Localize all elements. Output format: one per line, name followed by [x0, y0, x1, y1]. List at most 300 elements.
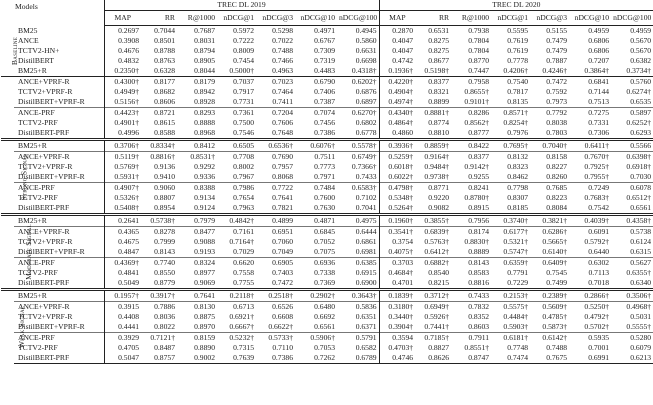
metric-value: 0.7479 — [546, 46, 568, 55]
metric-value: 0.2902† — [295, 290, 337, 302]
metric-value: 0.3703 — [379, 258, 415, 269]
metric-value: 0.9255 — [468, 172, 490, 181]
metric-value: 0.6078 — [611, 183, 653, 194]
metric-value: 0.4871 — [295, 215, 337, 227]
metric-value: 0.9738† — [424, 172, 450, 181]
metric-value: 0.4963 — [272, 66, 293, 75]
table-row — [1, 128, 653, 140]
table-row — [1, 26, 653, 37]
model-name: TCTV2-HN+ — [14, 46, 104, 56]
results-table — [1, 0, 653, 364]
metric-value: 0.5791 — [337, 333, 379, 344]
metric-value: 0.9164† — [415, 152, 451, 163]
model-name: DistilBERT-PRF — [14, 278, 104, 290]
metric-value: 0.8412 — [177, 140, 217, 152]
metric-value: 0.8970 — [194, 322, 215, 331]
metric-value: 0.5760 — [611, 77, 653, 88]
metric-value: 0.8377 — [415, 77, 451, 88]
metric-value: 0.4684† — [388, 268, 414, 277]
metric-value: 0.8655† — [464, 87, 490, 96]
metric-value: 0.8009 — [233, 46, 254, 55]
metric-value: 0.7075 — [314, 247, 335, 256]
metric-value: 0.8159 — [177, 333, 217, 344]
table-row — [1, 247, 653, 258]
table-row — [1, 215, 653, 227]
metric-value: 0.8388 — [177, 183, 217, 194]
metric-value: 0.8626 — [415, 353, 451, 364]
model-name: ANCE-PRF — [14, 333, 104, 344]
metric-value: 0.6900 — [337, 278, 379, 290]
group-label — [1, 290, 27, 364]
metric-value: 0.6806 — [588, 46, 610, 55]
metric-value: 0.9082 — [428, 203, 450, 212]
metric-value: 0.6382 — [630, 56, 652, 65]
metric-value: 0.7315 — [233, 343, 254, 352]
metric-header-ndcg1: nDCG@1 — [217, 11, 256, 26]
metric-value: 0.4206† — [503, 66, 529, 75]
metric-value: 0.8031 — [194, 36, 215, 45]
metric-value: 0.4785† — [542, 312, 568, 321]
metric-value: 0.5321† — [503, 237, 529, 246]
metric-value: 0.7792 — [530, 108, 569, 119]
metric-value: 0.4746 — [379, 353, 415, 364]
table-row — [1, 56, 653, 66]
metric-value: 0.4832 — [118, 56, 139, 65]
metric-value: 0.7185† — [415, 333, 451, 344]
metric-value: 0.9136 — [154, 162, 175, 171]
metric-value: 0.6385 — [337, 258, 379, 269]
metric-value: 0.7886 — [141, 302, 177, 313]
metric-value: 0.3740† — [491, 215, 530, 227]
metric-value: 0.7740 — [141, 258, 177, 269]
metric-value: 0.5250† — [569, 302, 611, 313]
metric-value: 0.7204 — [256, 108, 295, 119]
metric-value: 0.6359† — [491, 258, 530, 269]
metric-header-ndcg3: nDCG@3 — [256, 11, 295, 26]
metric-value: 0.6608 — [272, 312, 293, 321]
metric-value: 0.8816 — [468, 278, 490, 287]
metric-value: 0.7687 — [194, 26, 215, 35]
metric-value: 0.8002 — [233, 162, 254, 171]
metric-value: 0.8135 — [507, 97, 529, 106]
metric-value: 0.7963 — [233, 203, 254, 212]
metric-value: 0.3506† — [611, 290, 653, 302]
metric-value: 0.4484† — [503, 312, 529, 321]
metric-value: 0.5119† — [104, 152, 141, 163]
metric-value: 0.7161 — [217, 227, 256, 238]
metric-value: 0.6915 — [337, 268, 379, 278]
table-row — [1, 152, 653, 163]
metric-value: 0.8771 — [415, 183, 451, 194]
metric-value: 0.8254† — [503, 118, 529, 127]
metric-value: 0.8875 — [194, 312, 215, 321]
metric-value: 0.6355† — [626, 268, 652, 277]
metric-value: 0.7433 — [337, 172, 379, 183]
metric-value: 0.7600 — [314, 193, 335, 202]
metric-value: 0.5738 — [611, 227, 653, 238]
metric-value: 0.7029 — [233, 247, 254, 256]
metric-value: 0.7338 — [314, 268, 335, 277]
metric-value: 0.7499 — [546, 278, 568, 287]
metric-value: 0.2350† — [114, 66, 139, 75]
metric-value: 0.7472 — [272, 278, 293, 287]
metric-value: 0.9484† — [424, 162, 450, 171]
model-name: DistilBERT+VPRF-R — [14, 322, 104, 333]
model-name: DistilBERT-PRF — [14, 353, 104, 364]
metric-value: 0.6841 — [569, 77, 611, 88]
metric-value: 0.3541† — [379, 227, 415, 238]
model-name: TCTV2+VPRF-R — [14, 237, 104, 247]
metric-value: 0.4996 — [118, 128, 139, 137]
metric-value: 0.9336 — [194, 172, 215, 181]
metric-value: 0.4703† — [388, 343, 414, 352]
dataset-header-dl2019: TREC DL 2019 — [104, 0, 379, 11]
metric-value: 0.7957 — [272, 162, 293, 171]
metric-value: 0.7053 — [314, 343, 335, 352]
metric-value: 0.4701 — [392, 278, 414, 287]
metric-value: 0.8278 — [141, 227, 177, 238]
metric-value: 0.3904† — [388, 322, 414, 331]
metric-value: 0.7925† — [584, 162, 610, 171]
metric-value: 0.8275 — [428, 36, 450, 45]
metric-value: 0.5555† — [626, 322, 652, 331]
metric-value: 0.6897 — [337, 97, 379, 108]
metric-header-rr: RR — [415, 11, 451, 26]
metric-value: 0.8890 — [194, 343, 215, 352]
metric-value: 0.8968 — [194, 128, 215, 137]
models-header: Models — [1, 0, 104, 26]
model-name: BM25+R — [14, 290, 104, 302]
metric-value: 0.8562† — [464, 118, 490, 127]
metric-value: 0.7060 — [272, 237, 293, 246]
metric-value: 0.6620 — [217, 258, 256, 269]
metric-value: 0.4365 — [104, 227, 141, 238]
metric-value: 0.8377 — [451, 152, 491, 163]
metric-value: 0.5000† — [229, 66, 254, 75]
model-name: ANCE+VPRF-R — [14, 152, 104, 163]
metric-header-ndcg10: nDCG@10 — [569, 11, 611, 26]
metric-value: 0.8905 — [194, 56, 215, 65]
metric-value: 0.8677 — [428, 56, 450, 65]
model-name: ANCE+VPRF-R — [14, 302, 104, 313]
metric-value: 0.5156† — [114, 97, 139, 106]
metric-value: 0.7999 — [154, 237, 175, 246]
metric-value: 0.7479 — [546, 36, 568, 45]
metric-value: 0.4904† — [388, 87, 414, 96]
metric-value: 0.6286† — [530, 227, 569, 238]
metric-value: 0.8977 — [194, 268, 215, 277]
metric-header-map: MAP — [379, 11, 415, 26]
table-row — [1, 333, 653, 344]
metric-value: 0.8540 — [428, 268, 450, 277]
metric-value: 0.7474 — [491, 353, 530, 364]
metric-value: 0.3929 — [104, 333, 141, 344]
metric-value: 0.6213 — [611, 353, 653, 364]
metric-value: 0.7821 — [272, 203, 293, 212]
metric-value: 0.6949† — [415, 302, 451, 313]
metric-value: 0.4899 — [256, 215, 295, 227]
metric-value: 0.4842† — [217, 215, 256, 227]
metric-value: 0.4959 — [630, 26, 652, 35]
metric-value: 0.6274† — [626, 87, 652, 96]
metric-value: 0.4975 — [337, 215, 379, 227]
metric-value: 0.8422 — [451, 140, 491, 152]
model-name: DistilBERT — [14, 56, 104, 66]
metric-value: 0.4423† — [104, 108, 141, 119]
metric-value: 0.6561 — [314, 322, 335, 331]
metric-value: 0.3706† — [104, 140, 141, 152]
metric-value: 0.5926† — [424, 312, 450, 321]
metric-header-r1000: R@1000 — [177, 11, 217, 26]
table-row — [1, 36, 653, 46]
metric-value: 0.6351 — [337, 312, 379, 322]
metric-value: 0.5670 — [630, 36, 652, 45]
metric-value: 0.8487 — [154, 343, 175, 352]
metric-value: 0.8899 — [428, 97, 450, 106]
metric-value: 0.8606 — [154, 97, 175, 106]
metric-value: 0.8889 — [468, 247, 490, 256]
metric-value: 0.7411 — [272, 97, 293, 106]
metric-value: 0.7592 — [546, 87, 568, 96]
metric-value: 0.6631 — [337, 46, 379, 56]
table-row — [1, 237, 653, 247]
metric-value: 0.7956 — [451, 215, 491, 227]
model-name: ANCE-PRF — [14, 258, 104, 269]
model-name: ANCE-PRF — [14, 183, 104, 194]
metric-value: 0.3734† — [626, 66, 652, 75]
metric-value: 0.8615 — [154, 118, 175, 127]
metric-value: 0.6582 — [337, 343, 379, 353]
metric-value: 0.8583 — [468, 268, 490, 277]
metric-value: 0.7546 — [233, 128, 254, 137]
metric-value: 0.3864† — [584, 66, 610, 75]
metric-value: 0.8603 — [468, 322, 490, 331]
metric-value: 0.6512† — [626, 193, 652, 202]
model-name: TCTV2+VPRF-R — [14, 312, 104, 322]
metric-value: 0.7207 — [588, 56, 610, 65]
metric-value: 0.7387 — [314, 97, 335, 106]
metric-value: 0.8780† — [464, 193, 490, 202]
metric-value: 0.7306 — [588, 128, 610, 137]
metric-value: 0.5670 — [630, 46, 652, 55]
metric-value: 0.7113 — [588, 268, 610, 277]
metric-value: 0.5792† — [584, 237, 610, 246]
metric-value: 0.7731 — [233, 97, 254, 106]
metric-value: 0.8334† — [141, 140, 177, 152]
metric-value: 0.4847 — [118, 247, 139, 256]
group-label — [1, 140, 29, 215]
metric-value: 0.8571† — [491, 108, 530, 119]
metric-value: 0.7804 — [468, 46, 490, 55]
metric-value: 0.4798† — [379, 183, 415, 194]
metric-value: 0.5031 — [630, 312, 652, 321]
metric-value: 0.8307 — [507, 193, 529, 202]
metric-value: 0.7319 — [314, 56, 335, 65]
metric-value: 0.6022† — [388, 172, 414, 181]
table-row — [1, 140, 653, 152]
model-name: TCTV2+VPRF-R — [14, 87, 104, 97]
group-label-text: Moderate Signal — [23, 224, 33, 280]
metric-value: 0.7917 — [233, 87, 254, 96]
metric-value: 0.8352 — [468, 312, 490, 321]
metric-value: 0.4949† — [114, 87, 139, 96]
group-label-text: Baseline — [10, 36, 20, 65]
metric-value: 0.6340 — [630, 278, 652, 287]
metric-value: 0.7670† — [569, 152, 611, 163]
metric-value: 0.3908 — [118, 36, 139, 45]
metric-value: 0.5769† — [114, 162, 139, 171]
metric-value: 0.9193 — [194, 247, 215, 256]
metric-value: 0.4864† — [388, 118, 414, 127]
metric-value: 0.7030 — [630, 172, 652, 181]
model-name: TCTV2+VPRF-R — [14, 162, 104, 172]
metric-value: 0.1957† — [104, 290, 141, 302]
metric-value: 0.8038 — [546, 118, 568, 127]
metric-value: 0.6202† — [337, 77, 379, 88]
metric-value: 0.7639 — [217, 353, 256, 364]
metric-value: 0.4300† — [104, 77, 141, 88]
metric-value: 0.7804 — [468, 36, 490, 45]
metric-value: 0.4860 — [392, 128, 414, 137]
metric-value: 0.8682 — [154, 87, 175, 96]
model-name: ANCE-PRF — [14, 108, 104, 119]
metric-value: 0.7619 — [507, 36, 529, 45]
metric-value: 0.5198† — [424, 66, 450, 75]
metric-value: 0.4369† — [104, 258, 141, 269]
metric-value: 0.2866† — [569, 290, 611, 302]
metric-value: 0.7798 — [491, 183, 530, 194]
metric-value: 0.7386 — [256, 353, 295, 364]
metric-value: 0.7773 — [314, 162, 335, 171]
metric-value: 0.4907† — [104, 183, 141, 194]
metric-value: 0.8810 — [428, 128, 450, 137]
metric-value: 0.7641 — [272, 193, 293, 202]
metric-value: 0.5906† — [295, 333, 337, 344]
metric-value: 0.7545 — [546, 268, 568, 277]
metric-value: 0.2389† — [530, 290, 569, 302]
metric-value: 0.8084 — [546, 203, 568, 212]
metric-value: 0.4047 — [392, 36, 414, 45]
metric-value: 0.5627 — [611, 258, 653, 269]
metric-header-ndcg100: nDCG@100 — [337, 11, 379, 26]
metric-value: 0.4968† — [611, 302, 653, 313]
metric-value: 0.7976 — [507, 128, 529, 137]
metric-value: 0.4047 — [392, 46, 414, 55]
metric-value: 0.7958 — [451, 77, 491, 88]
metric-value: 0.5860 — [337, 36, 379, 46]
metric-value: 0.8068 — [272, 172, 293, 181]
metric-value: 0.6698 — [337, 56, 379, 66]
metric-value: 0.7222 — [233, 36, 254, 45]
table-row — [1, 46, 653, 56]
dataset-header-dl2020: TREC DL 2020 — [379, 0, 653, 11]
model-name: DistilBERT+VPRF-R — [14, 172, 104, 183]
metric-value: 0.6790 — [295, 77, 337, 88]
metric-value: 0.7484 — [295, 183, 337, 194]
metric-value: 0.7464 — [272, 87, 293, 96]
metric-value: 0.5702† — [584, 322, 610, 331]
group-label — [1, 26, 20, 77]
table-row — [1, 302, 653, 313]
metric-value: 0.6535 — [630, 97, 652, 106]
metric-value: 0.6936 — [295, 258, 337, 269]
metric-value: 0.8777 — [468, 128, 490, 137]
metric-value: 0.7466 — [272, 56, 293, 65]
metric-header-rr: RR — [141, 11, 177, 26]
model-name: BM25+R — [14, 140, 104, 152]
metric-value: 0.5578† — [337, 140, 379, 152]
metric-value: 0.6767 — [314, 36, 335, 45]
metric-value: 0.4792† — [584, 312, 610, 321]
metric-value: 0.4358† — [611, 215, 653, 227]
metric-value: 0.5264† — [388, 203, 414, 212]
metric-value: 0.8859† — [415, 140, 451, 152]
metric-value: 0.7249 — [569, 183, 611, 194]
metric-value: 0.6409† — [530, 258, 569, 269]
metric-value: 0.8888 — [194, 118, 215, 127]
metric-value: 0.7001 — [588, 343, 610, 352]
metric-value: 0.8928 — [194, 97, 215, 106]
metric-value: 0.5903† — [503, 322, 529, 331]
metric-value: 0.7262 — [295, 353, 337, 364]
metric-value: 0.6371 — [337, 322, 379, 333]
metric-value: 0.7955† — [584, 172, 610, 181]
metric-value: 0.7454 — [233, 56, 254, 65]
metric-value: 0.5566 — [611, 140, 653, 152]
metric-value: 0.8721 — [141, 108, 177, 119]
metric-value: 0.6480 — [295, 302, 337, 313]
metric-value: 0.5609† — [530, 302, 569, 313]
metric-value: 0.8293 — [177, 108, 217, 119]
group-label-text: Weak Signal — [17, 306, 27, 349]
metric-value: 0.7513 — [588, 97, 610, 106]
metric-value: 0.4742 — [392, 56, 414, 65]
metric-value: 0.7690 — [256, 152, 295, 163]
metric-value: 0.7511 — [295, 152, 337, 163]
metric-value: 0.3821† — [530, 215, 569, 227]
metric-value: 0.6398† — [611, 152, 653, 163]
table-row — [1, 183, 653, 194]
metric-header-ndcg100: nDCG@100 — [611, 11, 653, 26]
metric-value: 0.7110 — [272, 343, 293, 352]
metric-value: 0.8942 — [194, 87, 215, 96]
metric-value: 0.6124 — [630, 237, 652, 246]
metric-value: 0.8215 — [428, 278, 450, 287]
model-name: BM25 — [14, 26, 104, 37]
metric-value: 0.9142† — [464, 162, 490, 171]
metric-value: 0.7675 — [530, 353, 569, 364]
table-row — [1, 97, 653, 108]
metric-value: 0.6270† — [337, 108, 379, 119]
metric-value: 0.4075† — [388, 247, 414, 256]
metric-value: 0.2697 — [118, 26, 139, 35]
metric-value: 0.8462 — [507, 172, 529, 181]
metric-value: 0.6802 — [337, 118, 379, 128]
table-row — [1, 278, 653, 290]
metric-value: 0.7967 — [233, 172, 254, 181]
metric-value: 0.6412† — [424, 247, 450, 256]
metric-header-ndcg1: nDCG@1 — [491, 11, 530, 26]
metric-value: 0.7938 — [468, 26, 490, 35]
metric-value: 0.8286 — [451, 108, 491, 119]
metric-value: 0.6789 — [337, 353, 379, 364]
metric-value: 0.7695† — [491, 140, 530, 152]
metric-value: 0.8179 — [177, 77, 217, 88]
model-name: TCTV2-PRF — [14, 268, 104, 278]
metric-value: 0.7654 — [233, 193, 254, 202]
model-name: DistilBERT+VPRF-R — [14, 97, 104, 108]
metric-value: 0.7049 — [272, 247, 293, 256]
